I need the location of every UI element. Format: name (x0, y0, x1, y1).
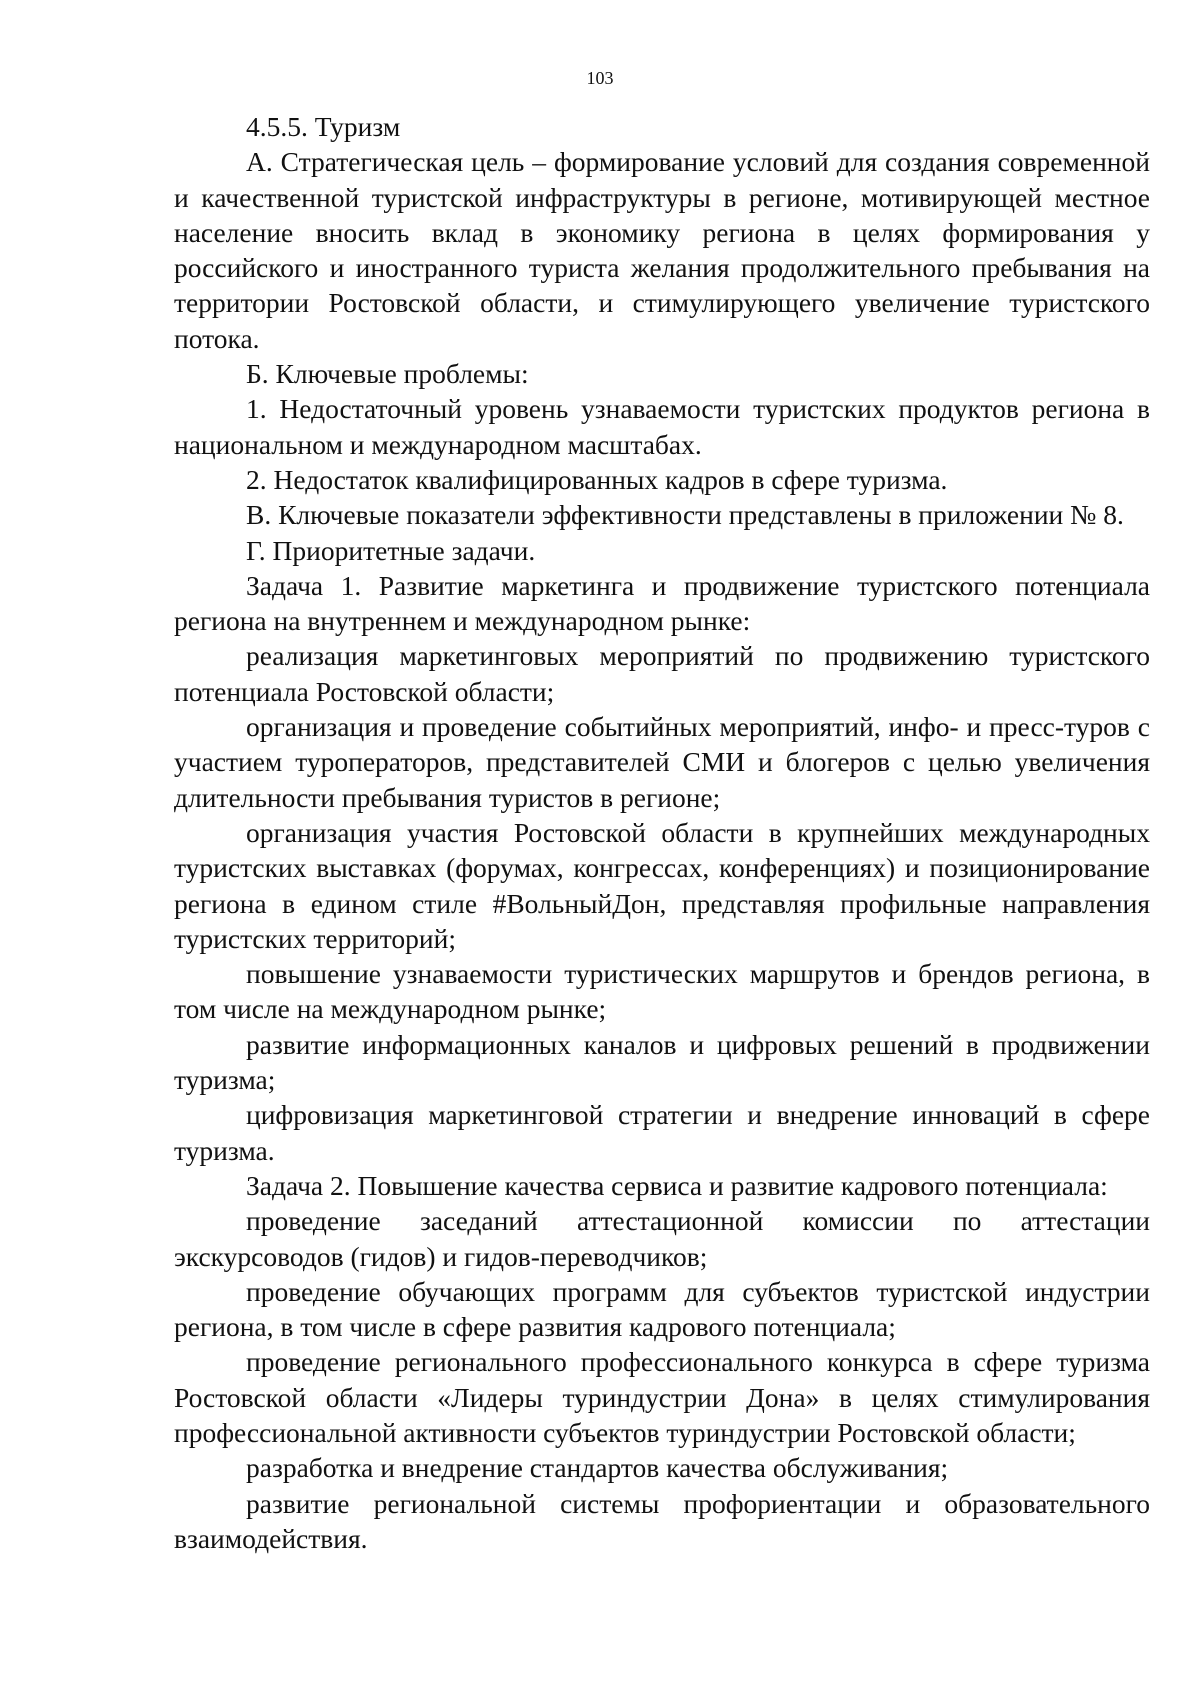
document-body (174, 109, 1150, 1556)
task-2-item: развитие региональной системы профориентации и образовательного взаимодействия. (174, 1487, 1150, 1554)
key-problems-heading: Б. Ключевые проблемы: (246, 358, 529, 390)
task-2-item: проведение обучающих программ для субъектов туристской индустрии региона, в том числе в сфере развития кадрового потенциала; (174, 1275, 1150, 1343)
task-1-item: организация и проведение событийных мероприятий, инфо- и пресс-туров с участием туроператоров, представителей СМИ и блогеров с целью увеличения длительности пребывания туристов в регионе; (174, 711, 1150, 813)
task-1-item: развитие информационных каналов и цифровых решений в продвижении туризма; (174, 1028, 1150, 1096)
task-1-item: реализация маркетинговых мероприятий по продвижению туристского потенциала Ростовской области; (174, 640, 1150, 707)
task-2-item: проведение регионального профессионального конкурса в сфере туризма Ростовской области «Лидеры туриндустрии Дона» в целях стимулирования профессиональной активности субъектов туриндустрии Ростовской области; (174, 1346, 1150, 1448)
task-2-item: проведение заседаний аттестационной комиссии по аттестации экскурсоводов (гидов) и гидов-переводчиков; (174, 1205, 1150, 1272)
problem-1-paragraph: 1. Недостаточный уровень узнаваемости туристских продуктов региона в национальном и международном масштабах. (174, 393, 1150, 460)
task-2-heading: Задача 2. Повышение качества сервиса и развитие кадрового потенциала: (246, 1169, 1108, 1201)
task-1-item: организация участия Ростовской области в крупнейших международных туристских выставках (форумах, конгрессах, конференциях) и позиционирование региона в едином стиле #ВольныйДон, представляя профильные направления туристских территорий; (174, 816, 1150, 954)
priority-tasks-heading: Г. Приоритетные задачи. (246, 534, 536, 566)
task-1-heading: Задача 1. Развитие маркетинга и продвижение туристского потенциала региона на внутреннем и международном рынке: (174, 569, 1150, 637)
task-1-item: повышение узнаваемости туристических маршрутов и брендов региона, в том числе на международном рынке; (174, 958, 1150, 1025)
task-2-item: разработка и внедрение стандартов качества обслуживания; (246, 1452, 949, 1484)
key-indicators-paragraph: В. Ключевые показатели эффективности представлены в приложении № 8. (246, 499, 1124, 531)
section-heading: 4.5.5. Туризм (246, 111, 401, 142)
page-number: 103 (586, 68, 614, 88)
task-1-item: цифровизация маркетинговой стратегии и внедрение инноваций в сфере туризма. (174, 1099, 1150, 1166)
strategic-goal-paragraph: А. Стратегическая цель – формирование условий для создания современной и качественной туристской инфраструктуры в регионе, мотивирующей местное население вносить вклад в экономику региона в целях формирования у российского и иностранного туриста желания продолжительного пребывания на территории Ростовской области, и стимулирующего увеличение туристского потока. (174, 146, 1150, 354)
problem-2-paragraph: 2. Недостаток квалифицированных кадров в сфере туризма. (246, 463, 948, 495)
